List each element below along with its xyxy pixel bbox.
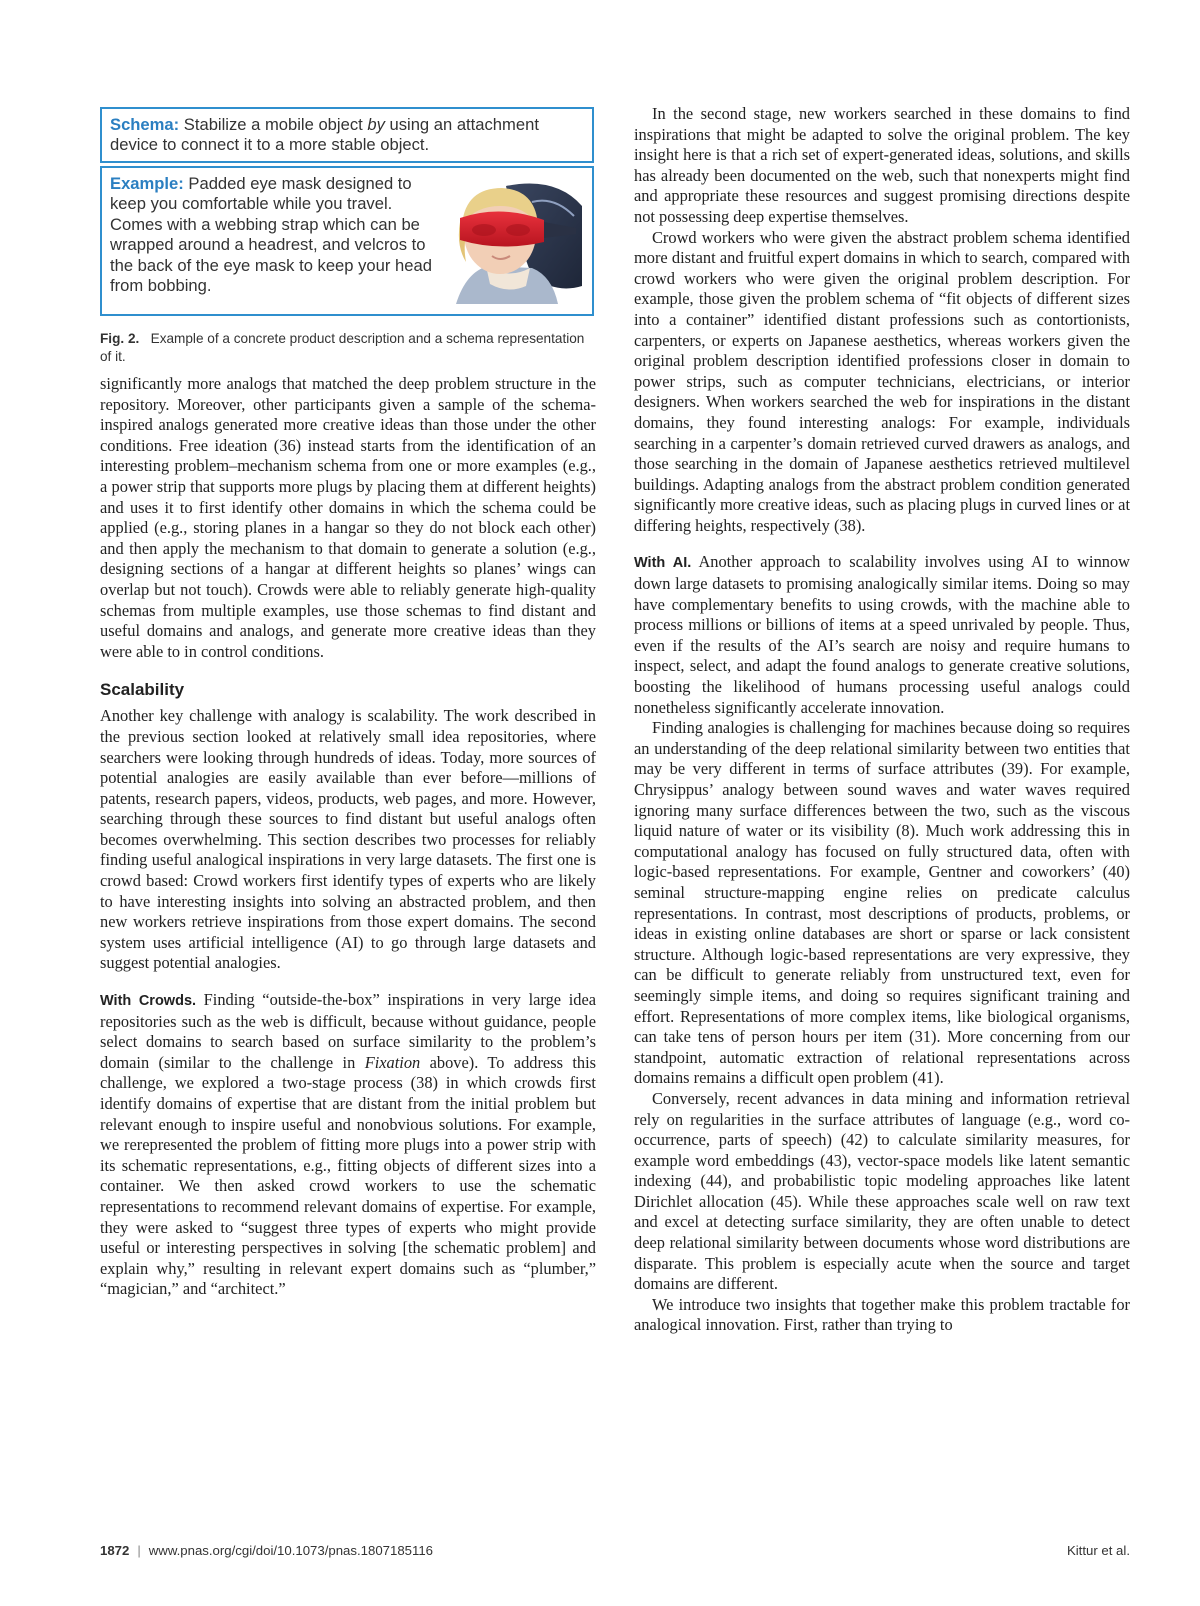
left-paragraph-3-post: above). To address this challenge, we explored a two-stage process (38) in which crowds first identify domains of expertise that are distant from the initial problem but relevant enough to inspire useful and nonobvious solutions. For example, we rerepresented the problem of fitting more plugs into a power strip with its schematic representations, e.g., fitting objects of different sizes into a container. We then asked crowd workers to use the schematic representations to recommend relevant domains of expertise. For example, they were asked to “suggest three types of experts who might provide useful or interesting perspectives in solving [the schematic problem] and explain why,” resulting in relevant expert domains such as “plumber,” “magician,” and “architect.” [100, 1052, 597, 1299]
schema-text-pre: Stabilize a mobile object [179, 115, 368, 134]
right-column [634, 104, 1130, 1336]
schema-label: Schema: [110, 115, 180, 134]
schema-box [100, 107, 594, 163]
example-box [100, 166, 594, 316]
right-paragraph-1: In the second stage, new workers searched in these domains to find inspirations that might be adapted to solve the original problem. The key insight here is that a rich set of expert-generated ideas, solutions, and skills has already been documented on the web, such that nonexperts might find and appropriate these resources and suggest promising directions despite not possessing deep expertise themselves. [634, 104, 1130, 226]
doi-link[interactable]: www.pnas.org/cgi/doi/10.1073/pnas.1807185116 [148, 1543, 434, 1558]
figure-caption-text: Example of a concrete product description and a schema representation of it. [100, 331, 585, 364]
footer-separator: | [137, 1543, 141, 1558]
right-paragraph-3-text: Another approach to scalability involves using AI to winnow down large datasets to promising analogically similar items. Doing so may have complementary benefits to using crowds, with the machine able to process millions or billions of items at a speed unrivaled by people. Thus, even if the results of the AI’s search are noisy and require humans to inspect, select, and adapt the found analogs to generate creative solutions, boosting the likelihood of humans processing useful analogs could nonetheless significantly accelerate innovation. [634, 552, 1131, 717]
left-paragraph-3-em: Fixation [364, 1052, 421, 1072]
right-paragraph-5: Conversely, recent advances in data mining and information retrieval rely on regularities in the surface attributes of language (e.g., word co-occurrence, parts of speech) (42) to calculate similarity measures, for example word embeddings (43), vector-space models like latent semantic indexing (44), and probabilistic topic modeling approaches like latent Dirichlet allocation (45). While these approaches scale well on raw text and excel at detecting surface similarity, they are often unable to detect deep relational similarity between documents whose word distributions are disparate. This problem is especially acute when the source and target domains are different. [634, 1088, 1130, 1294]
schema-text-em: by [367, 115, 385, 134]
figure-caption [100, 330, 594, 366]
schema-text-post: using an attachment device to connect it to a more stable object. [110, 115, 539, 154]
left-paragraph-2: Another key challenge with analogy is scalability. The work described in the previous section looked at relatively small idea repositories, where searchers were looking through hundreds of ideas. Today, more sources of potential analogies are easily available than ever before—millions of patents, research papers, videos, products, web pages, and more. However, searching through these sources to find distant but useful analogs often becomes overwhelming. This section describes two processes for reliably finding useful analogical inspirations in very large datasets. The first one is crowd based: Crowd workers first identify types of experts who are likely to have interesting insights into solving an abstracted problem, and then new workers retrieve inspirations from those expert domains. The second system uses artificial intelligence (AI) to go through large datasets and suggest potential analogies. [100, 706, 596, 973]
page-footer [100, 1543, 1130, 1563]
left-column [100, 104, 596, 1300]
right-paragraph-2: Crowd workers who were given the abstract problem schema identified more distant and fruitful expert domains in which to search, compared with crowd workers who were given the original problem description. For example, those given the problem schema of “fit objects of different sizes into a container” identified distant professions such as contortionists, carpenters, or experts on Japanese aesthetics, whereas workers given the original problem description identified professions closer in domain to power strips, such as computer technicians, electricians, or interior designers. When workers searched the web for inspirations in the distant domains, they found interesting analogs: For example, individuals searching in a carpenter’s domain retrieved curved drawers as analogs, and those searching in the domain of Japanese aesthetics retrieved multilevel buildings. Adapting analogs from the abstract problem condition generated significantly more creative ideas, such as placing plugs in curved lines or at differing heights, respectively (38). [634, 227, 1130, 535]
right-paragraph-4: Finding analogies is challenging for machines because doing so requires an understanding of the deep relational similarity between two entities that may be very different in terms of surface attributes (39). For example, Chrysippus’ analogy between sound waves and water waves required ignoring many surface differences between the two, such as the viscous liquid nature of water or its visibility (8). Much work addressing this in computational analogy has focused on fully structured data, often with logic-based representations. For example, Gentner and coworkers’ (40) seminal structure-mapping engine relies on predicate calculus representations. In contrast, most descriptions of products, problems, or ideas in existing online databases are short or sparse or lack consistent structure. Although logic-based representations are very expressive, they can be difficult to generate reliably from unstructured text, even for seemingly simple items, and doing so requires significant training and effort. Representations of more complex items, like biological organisms, can take tens of person hours per item (31). More concerning from our standpoint, automatic extraction of relational representations across domains remains a difficult open problem (41). [634, 718, 1130, 1088]
figure-caption-label: Fig. 2. [100, 331, 140, 346]
example-label: Example: [110, 174, 184, 193]
example-text: Padded eye mask designed to keep you comfortable while you travel. Comes with a webbing strap which can be wrapped around a headrest, and velcros to the back of the eye mask to keep your head from bobbing. [110, 174, 432, 296]
right-paragraph-3 [634, 552, 1130, 718]
footer-authors: Kittur et al. [1066, 1543, 1130, 1558]
left-paragraph-3 [100, 990, 596, 1300]
page-number: 1872 [100, 1543, 130, 1558]
section-heading-scalability: Scalability [100, 680, 185, 700]
left-paragraph-1: significantly more analogs that matched the deep problem structure in the repository. Moreover, other participants given a sample of the schema-inspired analogs generated more creative ideas than those under the other conditions. Free ideation (36) instead starts from the identification of an interesting problem–mechanism schema from one or more examples (e.g., a power strip that supports more plugs by placing them at different heights) and uses it to first identify other domains in which the schema could be applied (e.g., storing planes in a hangar so they do not block each other) and then apply the mechanism to that domain to generate a solution (e.g., designing sections of a hangar at different heights so planes’ wings can overlap but not touch). Crowds were able to reliably generate high-quality schemas from multiple examples, use those schemas to find distant and useful domains and analogs, and generate more creative ideas than they were able to in control conditions. [100, 374, 596, 661]
runin-heading-with-ai: With AI. [634, 555, 692, 572]
eye-mask-photo [436, 176, 584, 304]
right-paragraph-6: We introduce two insights that together make this problem tractable for analogical innovation. First, rather than trying to [634, 1294, 1130, 1335]
runin-heading-with-crowds: With Crowds. [100, 993, 197, 1010]
eye-mask-illustration [436, 176, 584, 304]
figure-2 [100, 104, 596, 374]
left-paragraph-3-pre: Finding “outside-the-box” inspirations in very large idea repositories such as the web is difficult, because without guidance, people select domains to search based on surface similarity to the problem’s domain (similar to the challenge in [100, 990, 596, 1072]
